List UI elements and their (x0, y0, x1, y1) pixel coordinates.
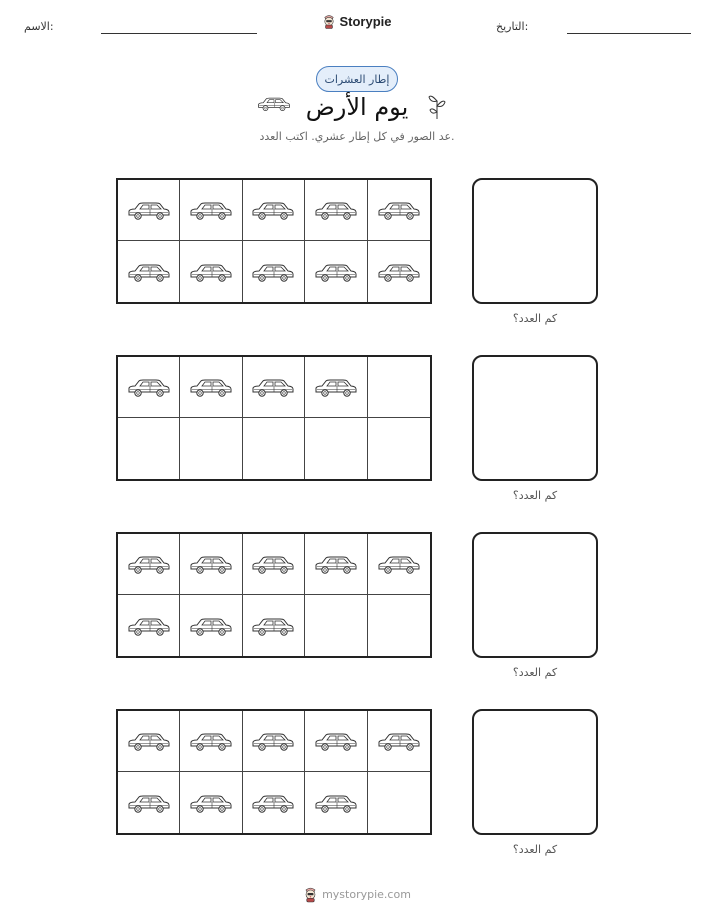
name-line[interactable] (101, 33, 257, 34)
ten-frame-cell (368, 418, 430, 479)
car-icon (314, 792, 358, 814)
ten-frame-cell (243, 772, 305, 833)
car-icon (377, 199, 421, 221)
car-icon (377, 553, 421, 575)
car-icon (189, 615, 233, 637)
ten-frame-cell (118, 418, 180, 479)
car-icon (314, 261, 358, 283)
ten-frame-cell (305, 772, 367, 833)
footer-url: mystorypie.com (322, 888, 411, 901)
car-icon (251, 553, 295, 575)
ten-frame-cell (180, 595, 242, 656)
brand-logo (0, 13, 714, 30)
ten-frame-cell (368, 534, 430, 595)
car-icon (189, 261, 233, 283)
ten-frame-cell (368, 180, 430, 241)
car-icon (314, 376, 358, 398)
ten-frame-cell (180, 241, 242, 302)
ten-frame-cell (243, 711, 305, 772)
ten-frame (116, 355, 432, 481)
car-icon (127, 199, 171, 221)
ten-frame-cell (118, 534, 180, 595)
date-line[interactable] (567, 33, 691, 34)
sprout-icon (427, 92, 447, 120)
car-icon (251, 792, 295, 814)
car-icon (127, 730, 171, 752)
brand-name: Storypie (339, 14, 392, 29)
car-icon (127, 376, 171, 398)
car-icon (314, 730, 358, 752)
ten-frame-cell (118, 241, 180, 302)
ten-frame (116, 709, 432, 835)
ten-frame-cell (305, 534, 367, 595)
ten-frame-cell (368, 357, 430, 418)
car-icon (189, 199, 233, 221)
worksheet-type-badge: إطار العشرات (316, 66, 398, 92)
car-icon (189, 730, 233, 752)
ten-frame-cell (305, 418, 367, 479)
ten-frame-cell (368, 711, 430, 772)
ten-frame-cell (305, 595, 367, 656)
count-question: كم العدد؟ (512, 312, 558, 325)
ten-frame-cell (305, 180, 367, 241)
answer-box[interactable] (472, 532, 598, 658)
car-icon (189, 792, 233, 814)
car-icon (377, 261, 421, 283)
ten-frame-cell (243, 241, 305, 302)
ten-frame-cell (305, 241, 367, 302)
ten-frame-cell (180, 418, 242, 479)
ten-frame-cell (180, 711, 242, 772)
ten-frame-cell (243, 418, 305, 479)
ten-frame-cell (368, 772, 430, 833)
car-icon (251, 615, 295, 637)
name-label: الاسم: (24, 20, 54, 33)
car-icon (127, 553, 171, 575)
footer (0, 886, 714, 903)
mascot-icon (303, 886, 318, 903)
ten-frame-cell (305, 357, 367, 418)
ten-frame-cell (118, 180, 180, 241)
ten-frame-cell (243, 595, 305, 656)
car-icon (314, 199, 358, 221)
car-icon (189, 376, 233, 398)
count-question: كم العدد؟ (512, 666, 558, 679)
ten-frame-cell (180, 180, 242, 241)
ten-frame (116, 532, 432, 658)
page-title: يوم الأرض (305, 93, 409, 121)
car-icon (314, 553, 358, 575)
mascot-icon (322, 13, 336, 30)
ten-frame-cell (118, 711, 180, 772)
car-icon (251, 199, 295, 221)
ten-frame-cell (118, 595, 180, 656)
ten-frame-cell (243, 534, 305, 595)
ten-frame-cell (368, 595, 430, 656)
ten-frame-cell (180, 772, 242, 833)
ten-frame-cell (118, 772, 180, 833)
ten-frame-cell (305, 711, 367, 772)
instructions: عد الصور في كل إطار عشري. اكتب العدد. (259, 130, 455, 143)
car-icon (127, 261, 171, 283)
ten-frame-cell (118, 357, 180, 418)
ten-frame-cell (243, 180, 305, 241)
ten-frame-cell (180, 534, 242, 595)
answer-box[interactable] (472, 355, 598, 481)
answer-box[interactable] (472, 178, 598, 304)
ten-frame (116, 178, 432, 304)
ten-frame-cell (368, 241, 430, 302)
car-icon (251, 376, 295, 398)
ten-frame-cell (243, 357, 305, 418)
car-icon (127, 792, 171, 814)
count-question: كم العدد؟ (512, 489, 558, 502)
car-icon (127, 615, 171, 637)
car-icon (251, 261, 295, 283)
date-label: التاريخ: (496, 20, 529, 33)
count-question: كم العدد؟ (512, 843, 558, 856)
car-icon (251, 730, 295, 752)
answer-box[interactable] (472, 709, 598, 835)
car-icon (189, 553, 233, 575)
ten-frame-cell (180, 357, 242, 418)
car-icon (377, 730, 421, 752)
